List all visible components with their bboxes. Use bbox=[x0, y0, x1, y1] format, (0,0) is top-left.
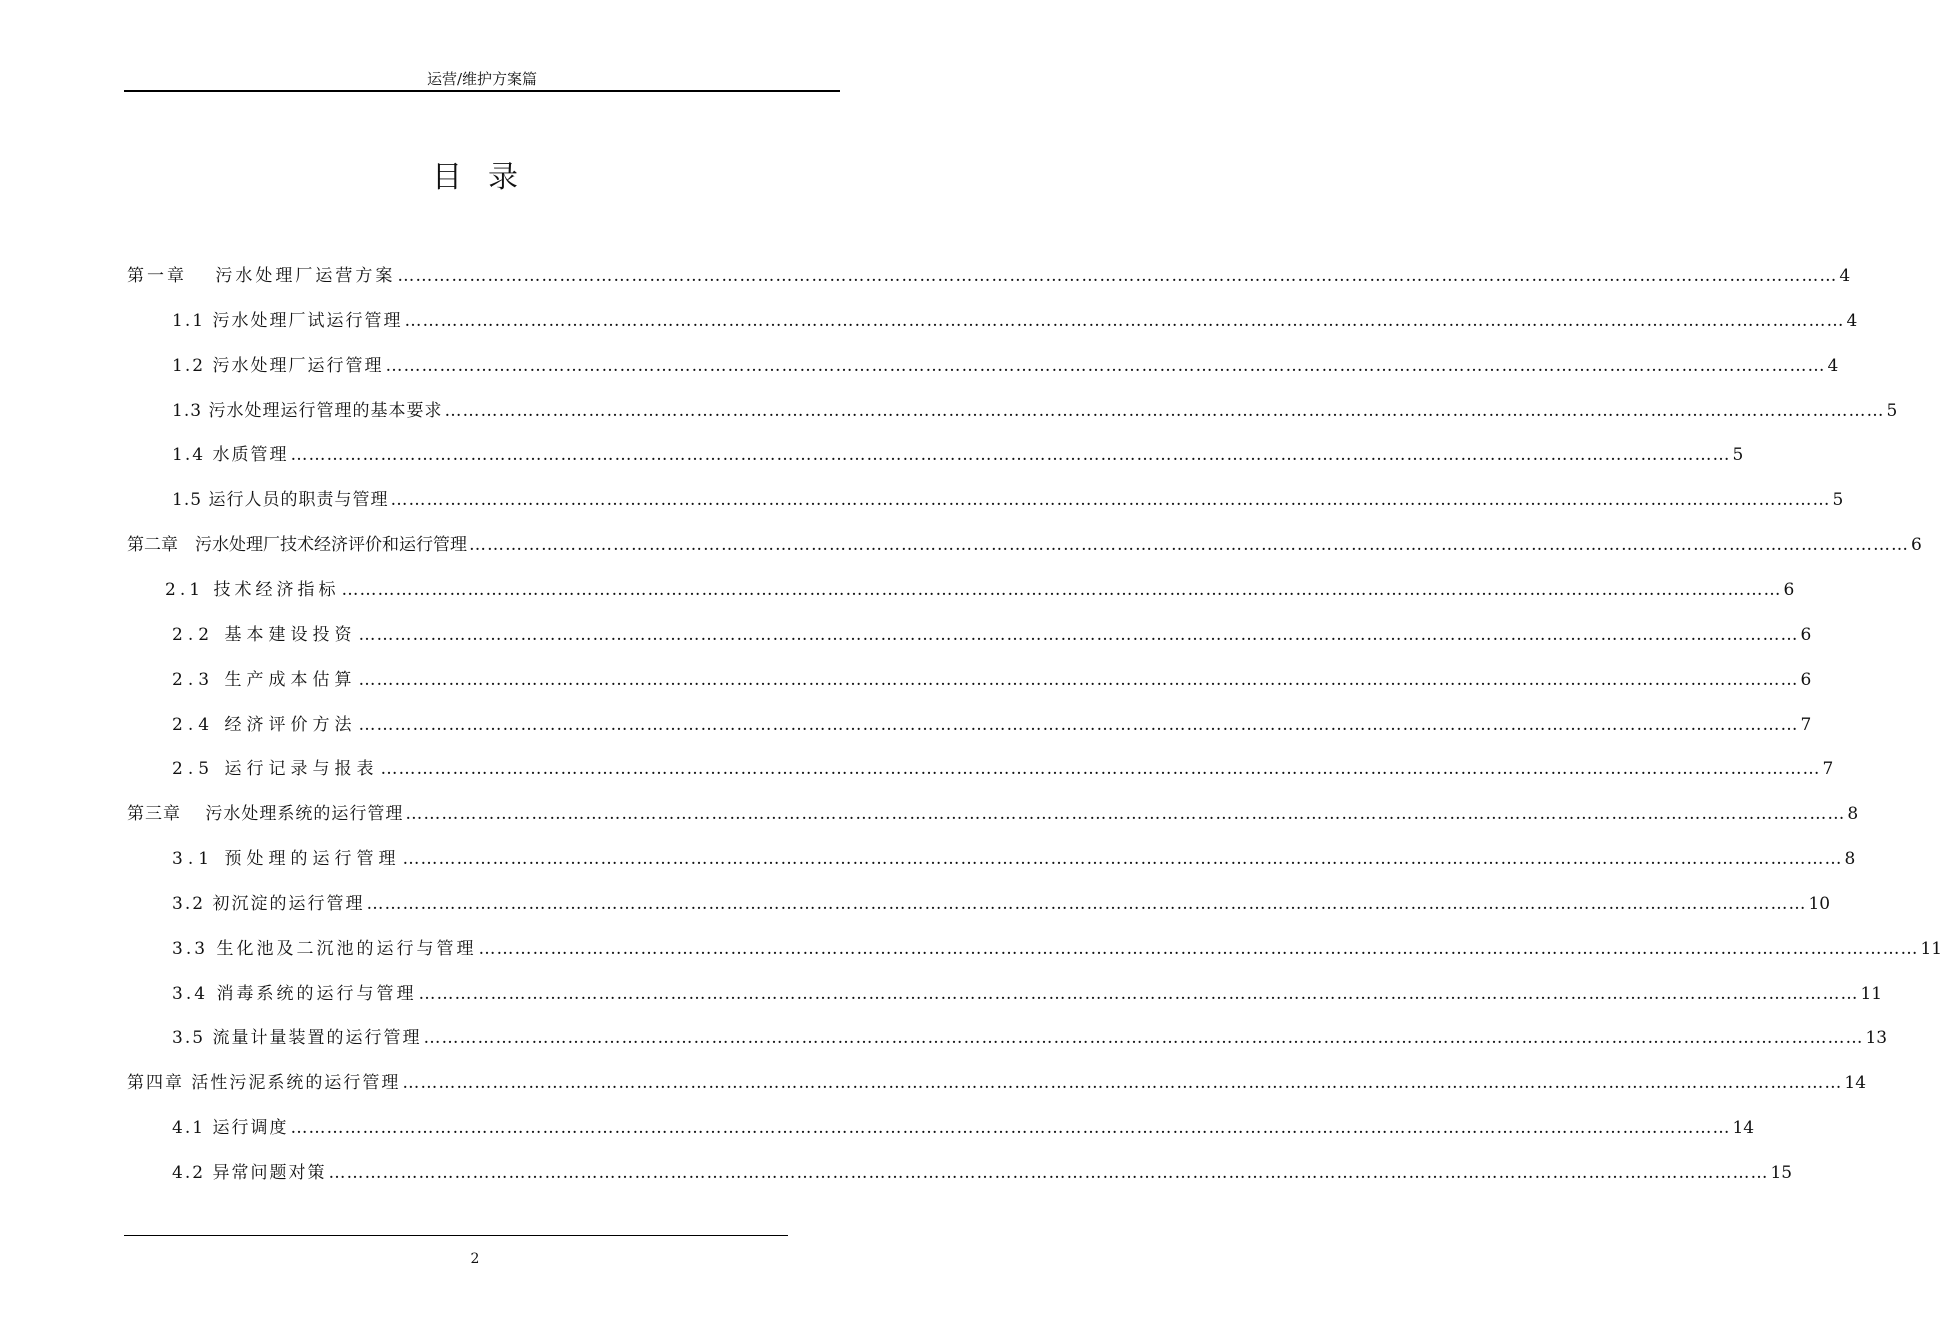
toc-leader-dots: …………………………………………………………………………………………………………………………………………………………………………………………………………………… bbox=[402, 849, 1843, 870]
toc-leader-dots: …………………………………………………………………………………………………………………………………………………………………………………………………………………… bbox=[290, 1118, 1731, 1139]
toc-entry bbox=[172, 309, 1858, 333]
toc-leader-dots: …………………………………………………………………………………………………………………………………………………………………………………………………………………… bbox=[385, 355, 1826, 376]
toc-entry-label: 4.1 运行调度 bbox=[172, 1118, 289, 1139]
toc-entry bbox=[172, 1026, 1888, 1050]
toc-entry bbox=[172, 757, 1834, 781]
toc-entry bbox=[127, 533, 1922, 557]
toc-entry-label: 1.4 水质管理 bbox=[172, 445, 289, 466]
toc-leader-dots: …………………………………………………………………………………………………………………………………………………………………………………………………………………… bbox=[418, 983, 1859, 1004]
page-title: 目录 bbox=[432, 160, 544, 195]
toc-leader-dots: …………………………………………………………………………………………………………………………………………………………………………………………………………………… bbox=[380, 759, 1821, 780]
toc-entry-page: 6 bbox=[1783, 579, 1795, 600]
toc-entry-page: 11 bbox=[1860, 983, 1883, 1004]
toc-entry bbox=[172, 1161, 1793, 1185]
running-header: 运营/维护方案篇 bbox=[426, 70, 538, 88]
toc-entry bbox=[172, 354, 1839, 378]
toc-entry bbox=[172, 668, 1812, 692]
toc-entry-label: 第一章 污水处理厂运营方案 bbox=[127, 266, 396, 286]
toc-leader-dots: …………………………………………………………………………………………………………………………………………………………………………………………………………………… bbox=[397, 266, 1838, 286]
toc-entry bbox=[172, 443, 1744, 467]
footer-rule bbox=[124, 1235, 788, 1236]
toc-entry-label: 3.3 生化池及二沉池的运行与管理 bbox=[172, 938, 477, 959]
toc-leader-dots: …………………………………………………………………………………………………………………………………………………………………………………………………………………… bbox=[402, 1073, 1843, 1094]
toc-entry bbox=[172, 937, 1942, 961]
toc-entry-page: 7 bbox=[1800, 714, 1812, 735]
toc-leader-dots: …………………………………………………………………………………………………………………………………………………………………………………………………………………… bbox=[469, 535, 1909, 556]
toc-entry-label: 2.4 经济评价方法 bbox=[172, 714, 357, 735]
toc-entry-label: 第三章 污水处理系统的运行管理 bbox=[127, 804, 404, 825]
toc-entry-label: 3.4 消毒系统的运行与管理 bbox=[172, 983, 417, 1004]
toc-leader-dots: …………………………………………………………………………………………………………………………………………………………………………………………………………………… bbox=[290, 445, 1731, 466]
page-number: 2 bbox=[470, 1251, 480, 1267]
toc-leader-dots: …………………………………………………………………………………………………………………………………………………………………………………………………………………… bbox=[358, 714, 1799, 735]
toc-entry-page: 4 bbox=[1827, 355, 1839, 376]
toc-entry bbox=[172, 488, 1844, 512]
toc-leader-dots: …………………………………………………………………………………………………………………………………………………………………………………………………………………… bbox=[328, 1163, 1769, 1183]
toc-entry-label: 3.1 预处理的运行管理 bbox=[172, 849, 401, 870]
toc-entry bbox=[172, 892, 1831, 916]
toc-entry bbox=[172, 623, 1812, 647]
toc-leader-dots: …………………………………………………………………………………………………………………………………………………………………………………………………………………… bbox=[358, 669, 1799, 690]
toc-entry-page: 15 bbox=[1770, 1163, 1793, 1183]
toc-entry-page: 13 bbox=[1865, 1028, 1888, 1049]
toc-entry-label: 3.5 流量计量装置的运行管理 bbox=[172, 1028, 422, 1049]
toc-entry-page: 5 bbox=[1886, 400, 1898, 421]
toc-entry bbox=[127, 1071, 1867, 1095]
toc-leader-dots: …………………………………………………………………………………………………………………………………………………………………………………………………………………… bbox=[404, 310, 1845, 331]
toc-entry-page: 8 bbox=[1847, 804, 1859, 825]
toc-entry bbox=[172, 847, 1856, 871]
toc-entry-label: 2.3 生产成本估算 bbox=[172, 669, 357, 690]
toc-entry-page: 6 bbox=[1911, 535, 1922, 556]
toc-entry-label: 第四章 活性污泥系统的运行管理 bbox=[127, 1073, 401, 1094]
toc-leader-dots: …………………………………………………………………………………………………………………………………………………………………………………………………………………… bbox=[390, 490, 1831, 511]
toc-entry-page: 8 bbox=[1844, 849, 1856, 870]
toc-entry-label: 第二章 污水处理厂技术经济评价和运行管理 bbox=[127, 535, 467, 556]
toc-entry-page: 7 bbox=[1822, 759, 1834, 780]
toc-leader-dots: …………………………………………………………………………………………………………………………………………………………………………………………………………………… bbox=[341, 579, 1782, 600]
toc-leader-dots: …………………………………………………………………………………………………………………………………………………………………………………………………………………… bbox=[478, 938, 1919, 959]
toc-entry-page: 11 bbox=[1920, 938, 1942, 959]
toc-entry-page: 4 bbox=[1846, 310, 1858, 331]
toc-entry-label: 1.2 污水处理厂运行管理 bbox=[172, 355, 384, 376]
toc-leader-dots: …………………………………………………………………………………………………………………………………………………………………………………………………………………… bbox=[358, 624, 1799, 645]
toc-entry-page: 4 bbox=[1839, 266, 1851, 286]
toc-entry bbox=[172, 1116, 1755, 1140]
toc-entry bbox=[165, 578, 1795, 602]
toc-entry bbox=[127, 802, 1859, 826]
toc-entry-page: 5 bbox=[1732, 445, 1744, 466]
toc-entry-page: 6 bbox=[1800, 669, 1812, 690]
toc-entry-label: 2.2 基本建设投资 bbox=[172, 624, 357, 645]
toc-entry-label: 1.1 污水处理厂试运行管理 bbox=[172, 310, 403, 331]
toc-entry bbox=[127, 264, 1851, 288]
toc-entry-page: 10 bbox=[1808, 893, 1831, 914]
header-rule bbox=[124, 90, 840, 92]
toc-entry-page: 6 bbox=[1800, 624, 1812, 645]
toc-entry-label: 3.2 初沉淀的运行管理 bbox=[172, 893, 365, 914]
toc-entry bbox=[172, 713, 1812, 737]
toc-leader-dots: …………………………………………………………………………………………………………………………………………………………………………………………………………………… bbox=[423, 1028, 1864, 1049]
toc-entry-label: 4.2 异常问题对策 bbox=[172, 1163, 327, 1183]
toc-entry-label: 1.5 运行人员的职责与管理 bbox=[172, 490, 389, 511]
toc-entry bbox=[172, 982, 1883, 1006]
toc-entry-label: 2.1 技术经济指标 bbox=[165, 579, 340, 600]
toc-entry bbox=[172, 399, 1898, 423]
toc-entry-label: 1.3 污水处理运行管理的基本要求 bbox=[172, 400, 443, 421]
toc-leader-dots: …………………………………………………………………………………………………………………………………………………………………………………………………………………… bbox=[366, 893, 1807, 914]
toc-entry-label: 2.5 运行记录与报表 bbox=[172, 759, 379, 780]
toc-leader-dots: …………………………………………………………………………………………………………………………………………………………………………………………………………………… bbox=[405, 804, 1846, 825]
toc-entry-page: 5 bbox=[1832, 490, 1844, 511]
toc-entry-page: 14 bbox=[1732, 1118, 1755, 1139]
toc-entry-page: 14 bbox=[1844, 1073, 1867, 1094]
toc-leader-dots: …………………………………………………………………………………………………………………………………………………………………………………………………………………… bbox=[444, 400, 1885, 421]
